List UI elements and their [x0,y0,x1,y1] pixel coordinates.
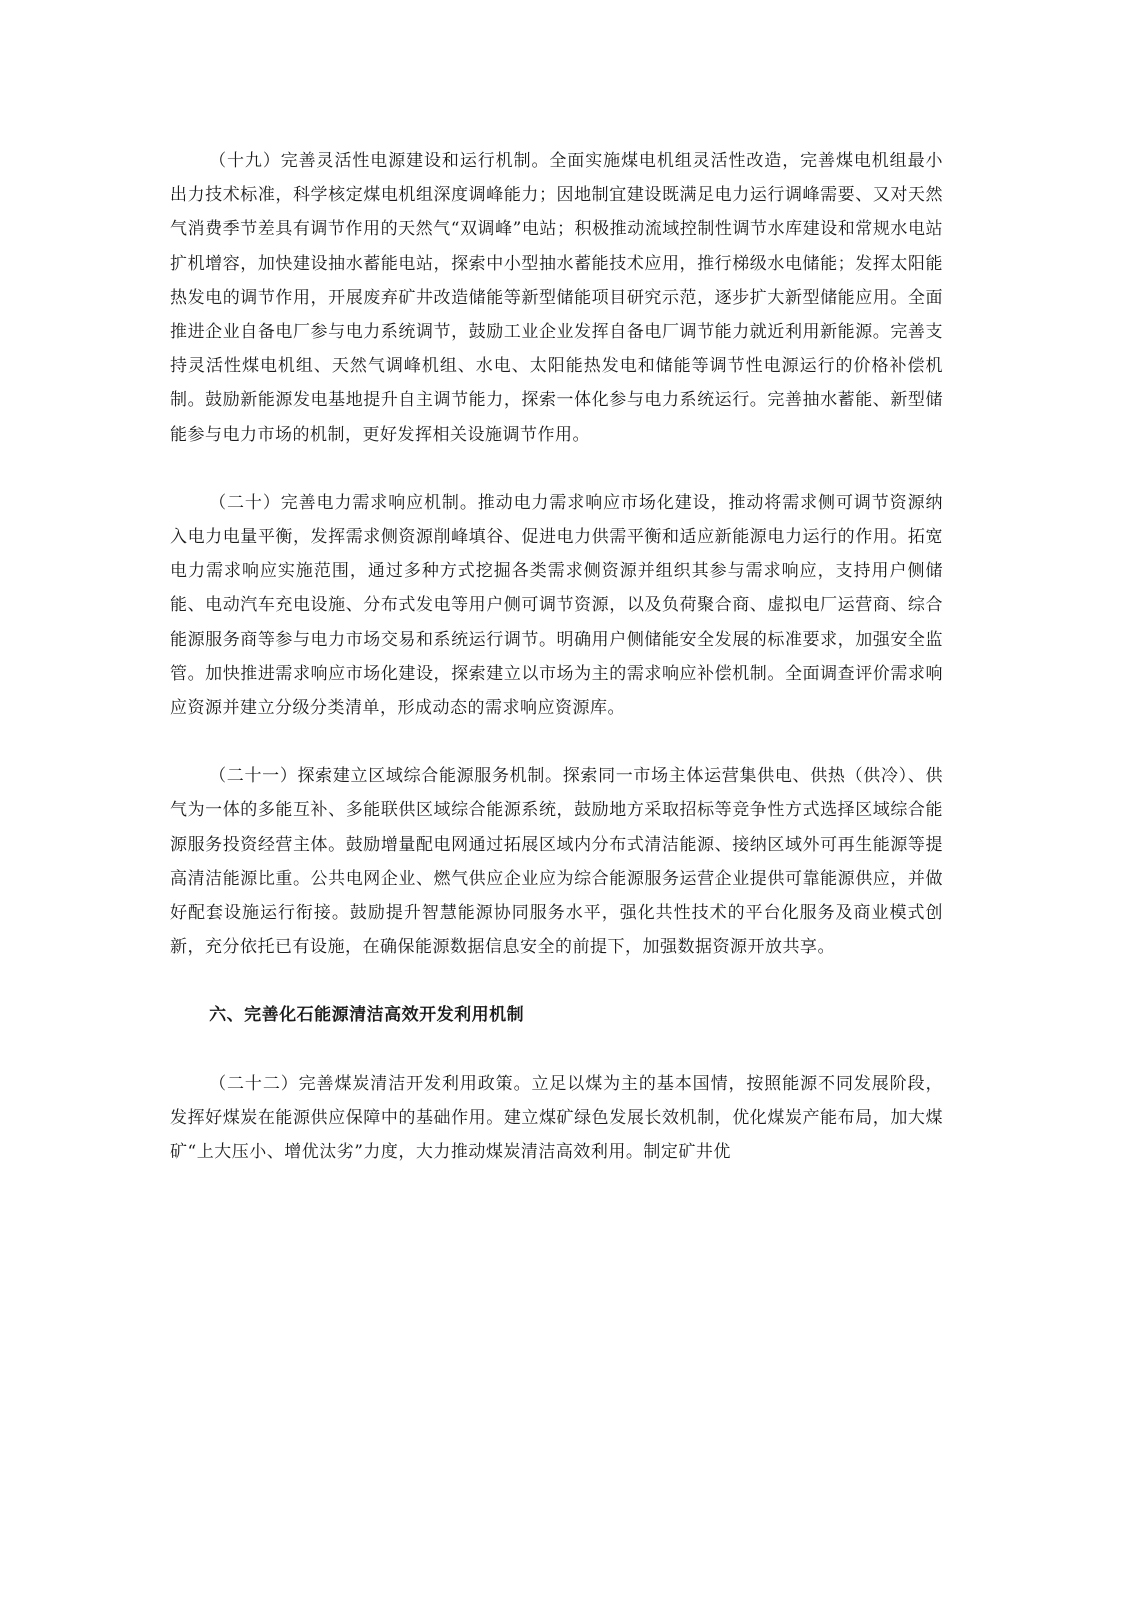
paragraph-19-flexible-power: （十九）完善灵活性电源建设和运行机制。全面实施煤电机组灵活性改造，完善煤电机组最小出力技术标准，科学核定煤电机组深度调峰能力；因地制宜建设既满足电力运行调峰需要、又对天然气消费季节差具有调节作用的天然气“双调峰”电站；积极推动流域控制性调节水库建设和常规水电站扩机增容，加快建设抽水蓄能电站，探索中小型抽水蓄能技术应用，推行梯级水电储能；发挥太阳能热发电的调节作用，开展废弃矿井改造储能等新型储能项目研究示范，逐步扩大新型储能应用。全面推进企业自备电厂参与电力系统调节，鼓励工业企业发挥自备电厂调节能力就近利用新能源。完善支持灵活性煤电机组、天然气调峰机组、水电、太阳能热发电和储能等调节性电源运行的价格补偿机制。鼓励新能源发电基地提升自主调节能力，探索一体化参与电力系统运行。完善抽水蓄能、新型储能参与电力市场的机制，更好发挥相关设施调节作用。 [170,151,943,445]
document-body [170,144,943,1203]
section-heading-6: 六、完善化石能源清洁高效开发利用机制 [209,1005,525,1026]
paragraph-21-regional-energy-service: （二十一）探索建立区域综合能源服务机制。探索同一市场主体运营集供电、供热（供冷）、供气为一体的多能互补、多能联供区域综合能源系统，鼓励地方采取招标等竞争性方式选择区域综合能源服务投资经营主体。鼓励增量配电网通过拓展区域内分布式清洁能源、接纳区域外可再生能源等提高清洁能源比重。公共电网企业、燃气供应企业应为综合能源服务运营企业提供可靠能源供应，并做好配套设施运行衔接。鼓励提升智慧能源协同服务水平，强化共性技术的平台化服务及商业模式创新，充分依托已有设施，在确保能源数据信息安全的前提下，加强数据资源开放共享。 [170,766,943,958]
paragraph-20-demand-response: （二十）完善电力需求响应机制。推动电力需求响应市场化建设，推动将需求侧可调节资源纳入电力电量平衡，发挥需求侧资源削峰填谷、促进电力供需平衡和适应新能源电力运行的作用。拓宽电力需求响应实施范围，通过多种方式挖掘各类需求侧资源并组织其参与需求响应，支持用户侧储能、电动汽车充电设施、分布式发电等用户侧可调节资源，以及负荷聚合商、虚拟电厂运营商、综合能源服务商等参与电力市场交易和系统运行调节。明确用户侧储能安全发展的标准要求，加强安全监管。加快推进需求响应市场化建设，探索建立以市场为主的需求响应补偿机制。全面调查评价需求响应资源并建立分级分类清单，形成动态的需求响应资源库。 [170,492,943,719]
paragraph-22-coal-policy: （二十二）完善煤炭清洁开发利用政策。立足以煤为主的基本国情，按照能源不同发展阶段，发挥好煤炭在能源供应保障中的基础作用。建立煤矿绿色发展长效机制，优化煤炭产能布局，加大煤矿“上大压小、增优汰劣”力度，大力推动煤炭清洁高效利用。制定矿井优 [170,1073,943,1163]
